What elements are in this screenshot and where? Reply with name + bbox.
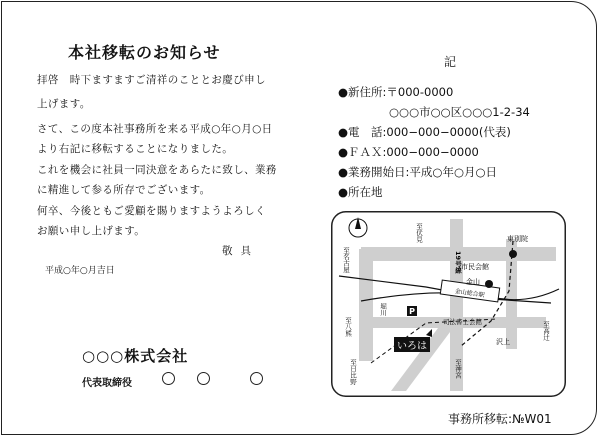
company-name: ○○○株式会社 [82, 347, 189, 365]
label-to-yatsu: 至八熊 [344, 317, 352, 337]
label-kanayama: 金山 [466, 278, 480, 286]
new-address-line2: ○○○市○○区○○○1-2-34 [389, 105, 530, 119]
new-address: ●新住所:〒000-0000 [338, 85, 454, 99]
body-line-5: これを機会に社員一同決意をあらたに致し、業務 [37, 164, 277, 176]
business-start-date: ●業務開始日:平成○年○月○日 [338, 165, 498, 179]
body-line-2: 上げます。 [37, 98, 91, 110]
location-map [331, 211, 566, 397]
label-to-fushimi: 至伏見 [415, 223, 423, 243]
closing-keigu: 敬具 [222, 245, 259, 257]
parking-label: P [409, 307, 415, 316]
body-line-4: より右記に移転することになりました。 [37, 143, 234, 155]
name-placeholder-circle-2 [197, 372, 210, 385]
higashi-betsuin-dot [509, 250, 517, 258]
label-horikawa: 堀川 [379, 303, 387, 316]
notice-date: 平成○年○月吉日 [45, 266, 115, 276]
label-civic-hall: 市民会館 [461, 263, 489, 271]
road-left-vertical [359, 249, 373, 361]
label-higashi-betsuin: 東別院 [507, 235, 528, 243]
label-to-nagoya: 至名古屋 [342, 247, 350, 273]
label-route-19: 19号線 [454, 251, 462, 274]
body-line-6: に精進して参る所存でございます。 [37, 184, 211, 196]
name-placeholder-circle-3 [250, 372, 263, 385]
label-judicial-scrivener: 司法書士会館 [443, 318, 482, 326]
phone-number: ●電 話:000−000−0000(代表) [338, 125, 511, 139]
body-line-1: 拝啓 時下ますますご清祥のこととお慶び申し [37, 74, 266, 86]
location-label: ●所在地 [338, 185, 383, 199]
label-to-jingu: 至神宮 [454, 359, 462, 379]
label-to-hibino: 至日比野 [349, 359, 357, 385]
label-sawakami: 沢上 [496, 338, 510, 346]
kanayama-station-label: 金山総合駅 [454, 287, 486, 300]
body-line-8: お願い申し上げます。 [37, 225, 146, 237]
notice-title: 本社移転のお知らせ [68, 43, 221, 62]
body-line-7: 何卒、今後ともご愛顧を賜りますようよろしく [37, 205, 266, 217]
kanayama-dot [485, 280, 493, 288]
name-placeholder-circle-1 [162, 372, 175, 385]
representative-label: 代表取締役 [82, 378, 132, 389]
label-to-takakura: 至高辻 [542, 321, 550, 341]
iroha-label: いろは [397, 341, 427, 352]
body-line-3: さて、この度本社事務所を来る平成○年○月○日 [37, 123, 273, 135]
footer-code: 事務所移転:№W01 [448, 412, 552, 426]
ki-heading: 記 [444, 55, 457, 69]
fax-number: ●ＦＡＸ:000−000−0000 [338, 145, 479, 159]
